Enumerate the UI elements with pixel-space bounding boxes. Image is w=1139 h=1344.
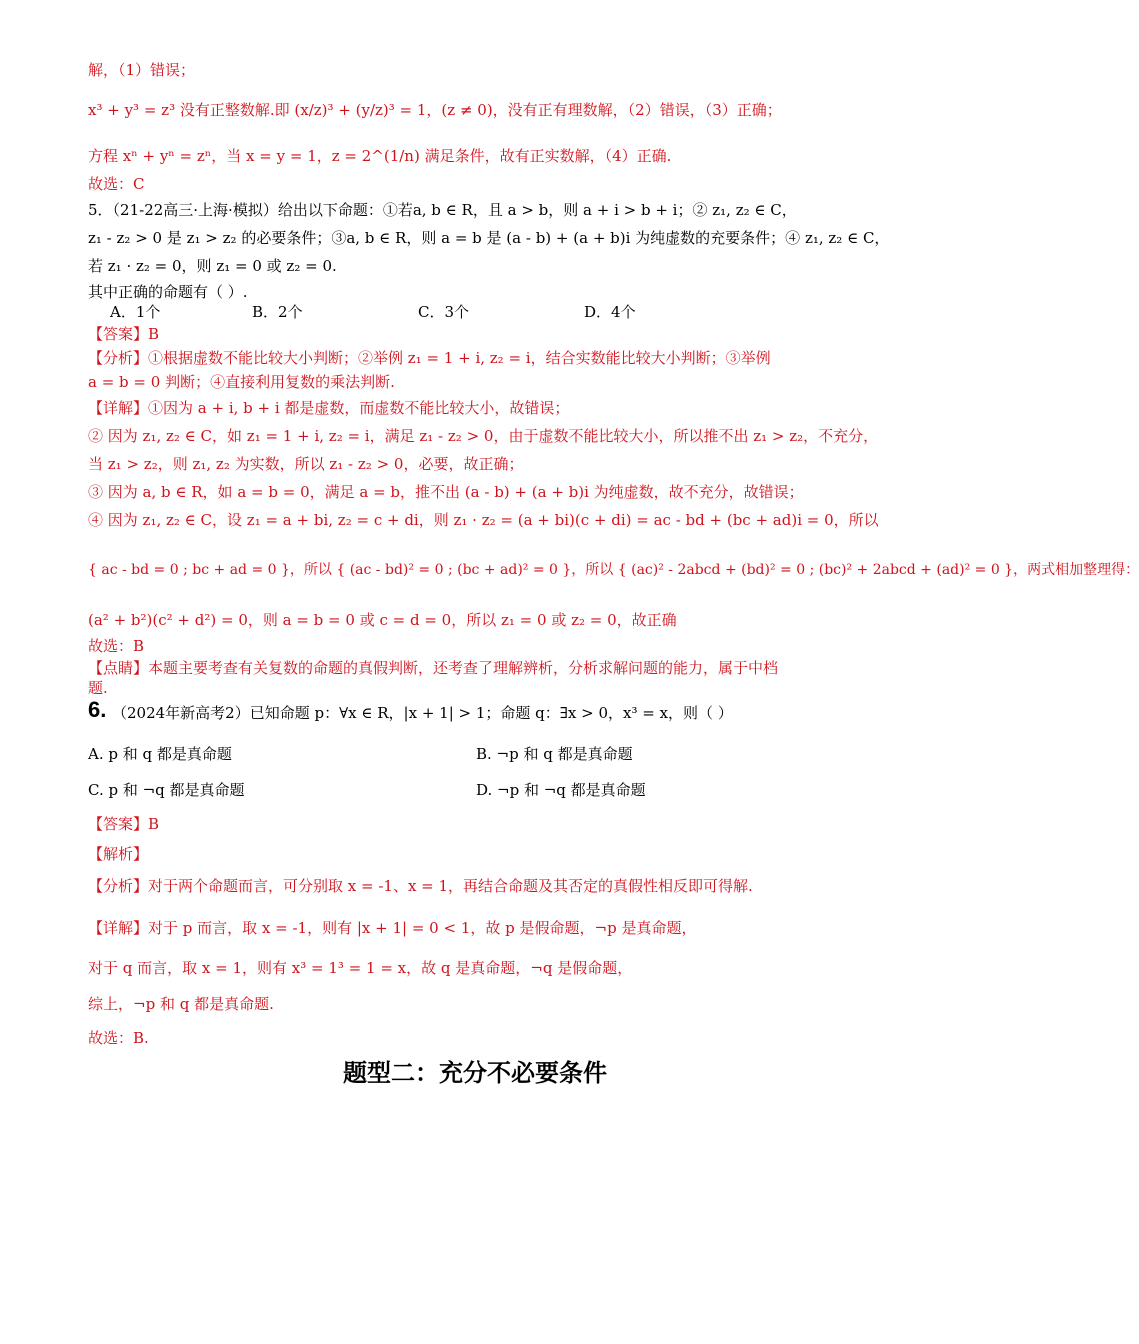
option-a: A. p 和 q 都是真命题 bbox=[88, 745, 232, 763]
question-5-stem: 5．（21-22高三·上海·模拟）给出以下命题：①若a, b ∈ R，且 a > b，则 a + i > b + i；② z₁, z₂ ∈ C， bbox=[88, 201, 797, 219]
detail-choice: 故选：B. bbox=[88, 1029, 149, 1047]
option-d: D. ¬p 和 ¬q 都是真命题 bbox=[476, 781, 646, 799]
option-a: A．1个 bbox=[110, 303, 161, 321]
detail-line: 【详解】①因为 a + i, b + i 都是虚数，而虚数不能比较大小，故错误； bbox=[88, 399, 570, 417]
solution-choice: 故选：C bbox=[88, 175, 145, 193]
option-b: B．2个 bbox=[252, 303, 303, 321]
option-b: B. ¬p 和 q 都是真命题 bbox=[476, 745, 633, 763]
analysis-line: 【分析】①根据虚数不能比较大小判断；②举例 z₁ = 1 + i, z₂ = i，结合实数能比较大小判断；③举例 bbox=[88, 349, 771, 367]
option-d: D．4个 bbox=[584, 303, 636, 321]
solution-line: 解，（1）错误； bbox=[88, 61, 196, 79]
explanation-label: 【解析】 bbox=[88, 845, 149, 863]
option-c: C. p 和 ¬q 都是真命题 bbox=[88, 781, 245, 799]
detail-line: (a² + b²)(c² + d²) = 0，则 a = b = 0 或 c = d = 0，所以 z₁ = 0 或 z₂ = 0，故正确 bbox=[88, 611, 677, 629]
analysis-line: 【分析】对于两个命题而言，可分别取 x = -1、x = 1，再结合命题及其否定的真假性相反即可得解. bbox=[88, 877, 753, 895]
question-5-stem: z₁ - z₂ > 0 是 z₁ > z₂ 的必要条件；③a, b ∈ R，则 a = b 是 (a - b) + (a + b)i 为纯虚数的充要条件；④ z₁, z₂ ∈ C， bbox=[88, 229, 890, 247]
detail-line: 对于 q 而言，取 x = 1，则有 x³ = 1³ = 1 = x，故 q 是真命题，¬q 是假命题， bbox=[88, 959, 633, 977]
question-5-stem: 若 z₁ · z₂ = 0，则 z₁ = 0 或 z₂ = 0. bbox=[88, 257, 337, 275]
section-heading: 题型二：充分不必要条件 bbox=[343, 1059, 607, 1087]
question-5-stem: 其中正确的命题有（ ）. bbox=[88, 283, 248, 301]
detail-line: ④ 因为 z₁, z₂ ∈ C，设 z₁ = a + bi, z₂ = c + di，则 z₁ · z₂ = (a + bi)(c + di) = ac - bd + (bc + ad)i = 0，所以 bbox=[88, 511, 879, 529]
answer-label: 【答案】B bbox=[88, 815, 160, 833]
analysis-line: a = b = 0 判断；④直接利用复数的乘法判断. bbox=[88, 373, 395, 391]
question-6-stem: （2024年新高考2）已知命题 p：∀x ∈ R，|x + 1| > 1；命题 q：∃x > 0，x³ = x，则（ ） bbox=[112, 704, 733, 722]
detail-line: 【详解】对于 p 而言，取 x = -1，则有 |x + 1| = 0 < 1，故 p 是假命题，¬p 是真命题， bbox=[88, 919, 697, 937]
solution-line: x³ + y³ = z³ 没有正整数解.即 (x/z)³ + (y/z)³ = 1，(z ≠ 0)，没有正有理数解，（2）错误，（3）正确； bbox=[88, 101, 782, 119]
detail-line: 综上，¬p 和 q 都是真命题. bbox=[88, 995, 274, 1013]
comment-line: 题. bbox=[88, 679, 108, 697]
answer-label: 【答案】B bbox=[88, 325, 160, 343]
comment-line: 【点睛】本题主要考查有关复数的命题的真假判断，还考查了理解辨析，分析求解问题的能力，属于中档 bbox=[88, 659, 779, 677]
detail-choice: 故选：B bbox=[88, 637, 145, 655]
detail-line: { ac - bd = 0 ; bc + ad = 0 }，所以 { (ac - bd)² = 0 ; (bc + ad)² = 0 }，所以 { (ac)² - 2abcd + (bd)² = 0 ; (bc)² + 2abcd + (ad)² = 0 }，两式相加整理得： bbox=[88, 562, 1139, 578]
detail-line: ③ 因为 a, b ∈ R，如 a = b = 0，满足 a = b，推不出 (a - b) + (a + b)i 为纯虚数，故不充分，故错误； bbox=[88, 483, 804, 501]
question-6-number: 6. bbox=[88, 697, 107, 722]
solution-line: 方程 xⁿ + yⁿ = zⁿ，当 x = y = 1，z = 2^(1/n) 满足条件，故有正实数解，（4）正确. bbox=[88, 147, 672, 165]
detail-line: ② 因为 z₁, z₂ ∈ C，如 z₁ = 1 + i, z₂ = i，满足 z₁ - z₂ > 0，由于虚数不能比较大小，所以推不出 z₁ > z₂，不充分， bbox=[88, 427, 879, 445]
option-c: C．3个 bbox=[418, 303, 470, 321]
detail-line: 当 z₁ > z₂，则 z₁, z₂ 为实数，所以 z₁ - z₂ > 0，必要，故正确； bbox=[88, 455, 524, 473]
